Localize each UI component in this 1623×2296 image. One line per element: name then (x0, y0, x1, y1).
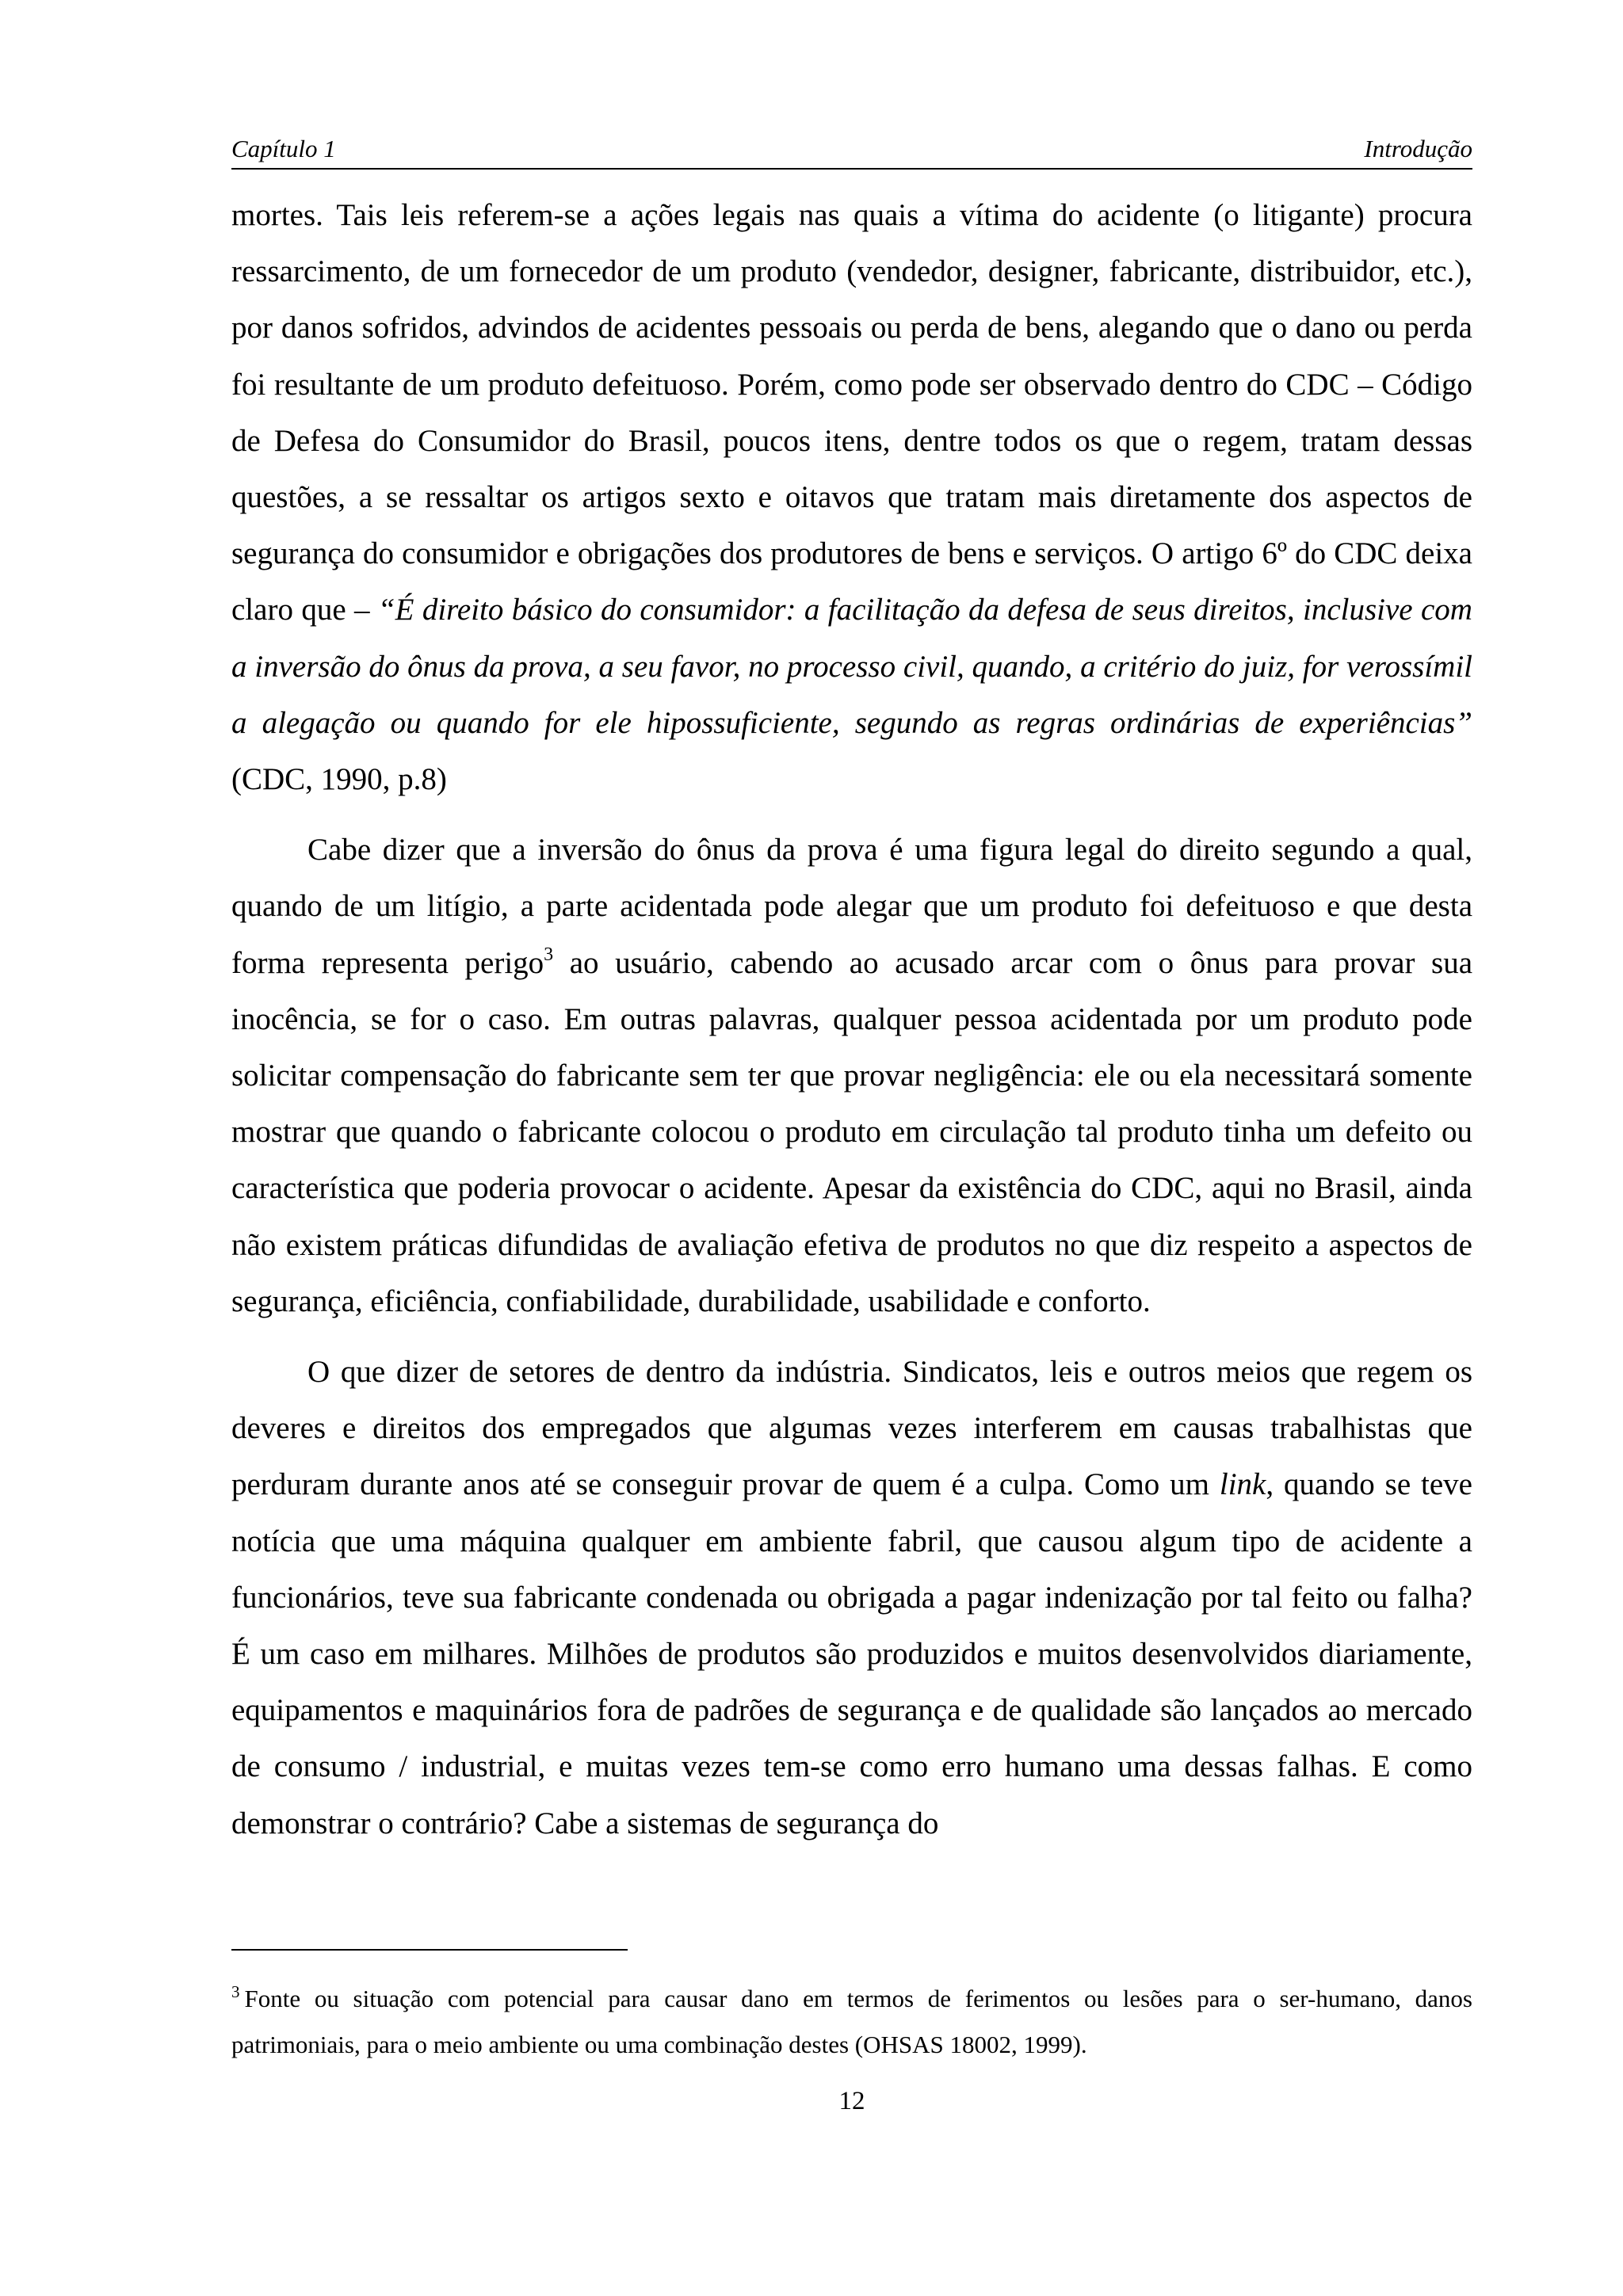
section-label: Introdução (1364, 135, 1472, 162)
italic-term: link (1219, 1467, 1266, 1502)
body-text (231, 187, 1472, 1852)
footnote-text: Fonte ou situação com potencial para causar dano em termos de ferimentos ou lesões para o ser-humano, danos patrimoniais, para o meio ambiente ou uma combinação destes (OHSAS 18002, 1999). (231, 1985, 1472, 2058)
paragraph-text: O que dizer de setores de dentro da indústria. Sindicatos, leis e outros meios que regem os deveres e direitos dos empregados que algumas vezes interferem em causas trabalhistas que perduram durante anos até se conseguir provar de quem é a culpa. Como um (231, 1355, 1472, 1502)
page-number: 12 (838, 2087, 865, 2115)
paragraph-text: mortes. Tais leis referem-se a ações legais nas quais a vítima do acidente (o litigante) procura ressarcimento, de um fornecedor de um produto (vendedor, designer, fabricante, distribuidor, etc.), por danos sofridos, advindos de acidentes pessoais ou perda de bens, alegando que o dano ou perda foi resultante de um produto defeituoso. Porém, como pode ser observado dentro do CDC – Código de Defesa do Consumidor do Brasil, poucos itens, dentre todos os que o regem, tratam dessas questões, a se ressaltar os artigos sexto e oitavos que tratam mais diretamente dos aspectos de segurança do consumidor e obrigações dos produtores de bens e serviços. O artigo 6º do CDC deixa claro que – (231, 198, 1472, 627)
running-header (231, 133, 1472, 170)
footnote-reference: 3 (544, 944, 554, 965)
chapter-label: Capítulo 1 (231, 135, 336, 162)
paragraph (231, 822, 1472, 1329)
paragraph (231, 1344, 1472, 1852)
paragraph-text: ao usuário, cabendo ao acusado arcar com o ônus para provar sua inocência, se for o caso. Em outras palavras, qualquer pessoa acidentada por um produto pode solicitar compensação do fabricante sem ter que provar negligência: ele ou ela necessitará somente mostrar que quando o fabricante colocou o produto em circulação tal produto tinha um defeito ou característica que poderia provocar o acidente. Apesar da existência do CDC, aqui no Brasil, ainda não existem práticas difundidas de avaliação efetiva de produtos no que diz respeito a aspectos de segurança, eficiência, confiabilidade, durabilidade, usabilidade e conforto. (231, 945, 1472, 1318)
cdc-quote: “É direito básico do consumidor: a facilitação da defesa de seus direitos, inclusive com a inversão do ônus da prova, a seu favor, no processo civil, quando, a critério do juiz, for verossímil a alegação ou quando for ele hipossuficiente, segundo as regras ordinárias de experiências” (231, 593, 1472, 740)
citation: (CDC, 1990, p.8) (231, 762, 447, 797)
paragraph (231, 187, 1472, 807)
footnote-number: 3 (231, 1982, 240, 2001)
paragraph-text: Cabe dizer que a inversão do ônus da prova é uma figura legal do direito segundo a qual, quando de um litígio, a parte acidentada pode alegar que um produto foi defeituoso e que desta forma representa perigo (231, 833, 1472, 980)
paragraph-text: , quando se teve notícia que uma máquina qualquer em ambiente fabril, que causou algum tipo de acidente a funcionários, teve sua fabricante condenada ou obrigada a pagar indenização por tal feito ou falha? É um caso em milhares. Milhões de produtos são produzidos e muitos desenvolvidos diariamente, equipamentos e maquinários fora de padrões de segurança e de qualidade são lançados ao mercado de consumo / industrial, e muitas vezes tem-se como erro humano uma dessas falhas. E como demonstrar o contrário? Cabe a sistemas de segurança do (231, 1467, 1472, 1840)
footnote (231, 1976, 1472, 2068)
footnote-separator (231, 1949, 628, 1951)
